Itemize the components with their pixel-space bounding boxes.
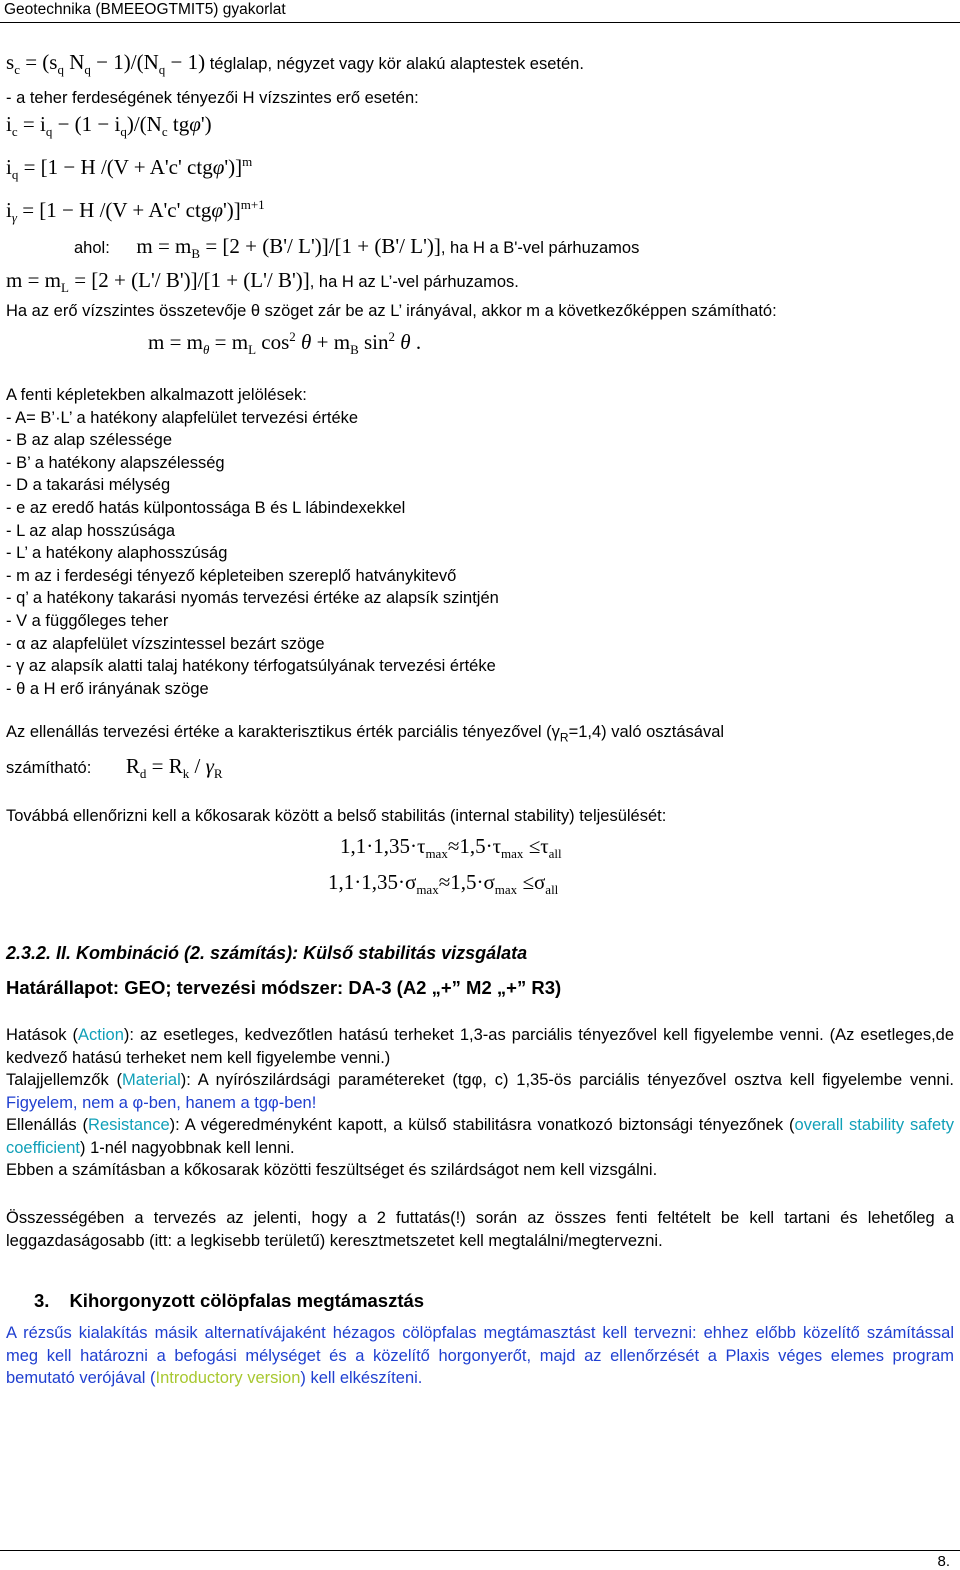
resistance-formula: $R_d = R_k / \gamma_R$ bbox=[125, 754, 223, 782]
stability-text: Továbbá ellenőrizni kell a kőkosarak között a belső stabilitás (internal stability) teljesülését: bbox=[6, 807, 667, 825]
theta-text: Ha az erő vízszintes összetevője θ szöget zár be az L’ irányával, akkor m a következőképpen számítható: bbox=[6, 302, 777, 320]
stress-paragraph: Ebben a számításban a kőkosarak közötti feszültséget és szilárdságot nem kell vizsgálni. bbox=[6, 1161, 658, 1179]
chapter3-heading: 3. Kihorgonyzott cölöpfalas megtámasztás bbox=[34, 1290, 425, 1311]
notation-item: - e az eredő hatás külpontossága B és L lábindexekkel bbox=[6, 498, 406, 517]
formula-mtheta: $m = m_\theta = m_L$ $\cos^2 \theta + m_B$ $\sin^2 \theta$ . bbox=[148, 329, 422, 358]
actions-paragraph: Hatások (Action): az esetleges, kedvezőtlen hatású terheket 1,3-as parciális tényezővel kell figyelembe venni. (Az esetleges,de kedvező hatású terheket nem kell figyelembe venni.) bbox=[6, 1026, 955, 1067]
notation-item: - L az alap hosszúsága bbox=[6, 521, 176, 540]
section-paragraphs bbox=[6, 1024, 954, 1182]
notation-item: - D a takarási mélység bbox=[6, 476, 171, 495]
notation-item: - V a függőleges teher bbox=[6, 611, 169, 630]
notation-item: - B az alap szélessége bbox=[6, 431, 173, 450]
resistance-label: számítható: bbox=[6, 759, 92, 777]
stability-formula-tau: $1,1\cdot 1,35\cdot\tau_{max}\approx 1,5\cdot\tau_{max} \le\tau_{all}$ bbox=[340, 834, 562, 862]
formula-ml-line bbox=[6, 270, 519, 298]
notation-item: - α az alapfelület vízszintessel bezárt szöge bbox=[6, 634, 325, 653]
formula-sc: $s_c = (s_q$ $N_q - 1)/(N_q - 1)$ bbox=[6, 50, 206, 78]
notation-item: - A= B’·L’ a hatékony alapfelület tervezési értéke bbox=[6, 408, 359, 427]
resistance-paragraph: Ellenállás (Resistance): A végeredményként kapott, a külső stabilitásra vonatkozó biztonsági tényezőnek (overall stability safety coefficient) 1-nél nagyobbnak kell lenni. bbox=[6, 1116, 954, 1157]
formula-sc-note: téglalap, négyzet vagy kör alakú alaptestek esetén. bbox=[209, 55, 584, 73]
inclination-intro: - a teher ferdeségének tényezői H vízszintes erő esetén: bbox=[6, 89, 419, 107]
page-number: 8. bbox=[937, 1553, 950, 1570]
formula-mb: $m = m_B = [2 + (B'/$ L')]/[1 + (B'/ L')] bbox=[136, 234, 441, 262]
formula-iq: $i_q = [1 - H$ /(V + A'c' ctgφ')]$^m$ bbox=[6, 154, 253, 183]
section-title: 2.3.2. II. Kombináció (2. számítás): Külső stabilitás vizsgálata bbox=[6, 943, 528, 963]
stability-formula-sigma: $1,1\cdot 1,35\cdot\sigma_{max}\approx 1,5\cdot\sigma_{max} \le\sigma_{all}$ bbox=[328, 870, 559, 898]
summary-paragraph: Összességében a tervezés az jelenti, hogy a 2 futtatás(!) során az összes fenti feltételt be kell tartani és lehetőleg a leggazdaságosabb (itt: a legkisebb területű) keresztmetszetet kell megtalálni/megtervezni. bbox=[6, 1209, 954, 1250]
formula-mb-line bbox=[74, 236, 639, 264]
chapter3-paragraph: A rézsűs kialakítás másik alternatívájaként hézagos cölöpfalas megtámasztást kell tervezni: ehhez előbb közelítő számítással meg kell határozni a befogási mélységet és a közelítő horgonyerőt, majd az ellenőrzését a Plaxis véges elemes program bemutató verójával (Introductory version) kell elkészíteni. bbox=[6, 1324, 954, 1387]
ahol-label: ahol: bbox=[74, 239, 110, 257]
formula-ml-note: , ha H az L’-vel párhuzamos. bbox=[309, 273, 519, 291]
formula-igamma: $i_\gamma = [1 - H$ /(V + A'c' ctgφ')]$^{m+1}$ bbox=[6, 197, 265, 226]
page-header bbox=[0, 0, 960, 23]
header-title: Geotechnika (BMEEOGTMIT5) gyakorlat bbox=[4, 1, 286, 18]
notation-item: - L’ a hatékony alaphosszúság bbox=[6, 544, 228, 563]
notation-item: - q’ a hatékony takarási nyomás tervezési értéke az alapsík szintjén bbox=[6, 589, 499, 608]
resistance-formula-line bbox=[6, 756, 223, 784]
notation-list bbox=[6, 384, 499, 700]
notation-item: - γ az alapsík alatti talaj hatékony térfogatsúlyának tervezési értéke bbox=[6, 657, 496, 676]
formula-mb-note: , ha H a B'-vel párhuzamos bbox=[440, 239, 640, 257]
notation-intro: A fenti képletekben alkalmazott jelölések: bbox=[6, 386, 307, 404]
formula-sc-line bbox=[6, 52, 584, 80]
notation-item: - m az i ferdeségi tényező képleteiben szereplő hatványkitevő bbox=[6, 566, 457, 585]
notation-item: - B’ a hatékony alapszélesség bbox=[6, 453, 225, 472]
notation-item: - θ a H erő irányának szöge bbox=[6, 679, 209, 698]
formula-ml: $m = m_L = [2 + (L'/$ B')]/[1 + (L'/ B')] bbox=[6, 268, 310, 296]
resistance-text: Az ellenállás tervezési értéke a karakterisztikus érték parciális tényezővel $(\gamma_R=1,4)$ való osztásával bbox=[6, 723, 725, 745]
formula-ic: $i_c = i_q - (1 - i_q)/(N_c$ tgφ') bbox=[6, 112, 212, 140]
material-paragraph: Talajjellemzők (Material): A nyírószilárdsági paramétereket (tgφ, c) 1,35-ös parciális tényezővel osztva kell figyelembe venni. Figyelem, nem a φ-ben, hanem a tgφ-ben! bbox=[6, 1071, 954, 1112]
page-footer bbox=[0, 1550, 960, 1570]
section-subtitle: Határállapot: GEO; tervezési módszer: DA-3 (A2 „+” M2 „+” R3) bbox=[6, 977, 562, 998]
